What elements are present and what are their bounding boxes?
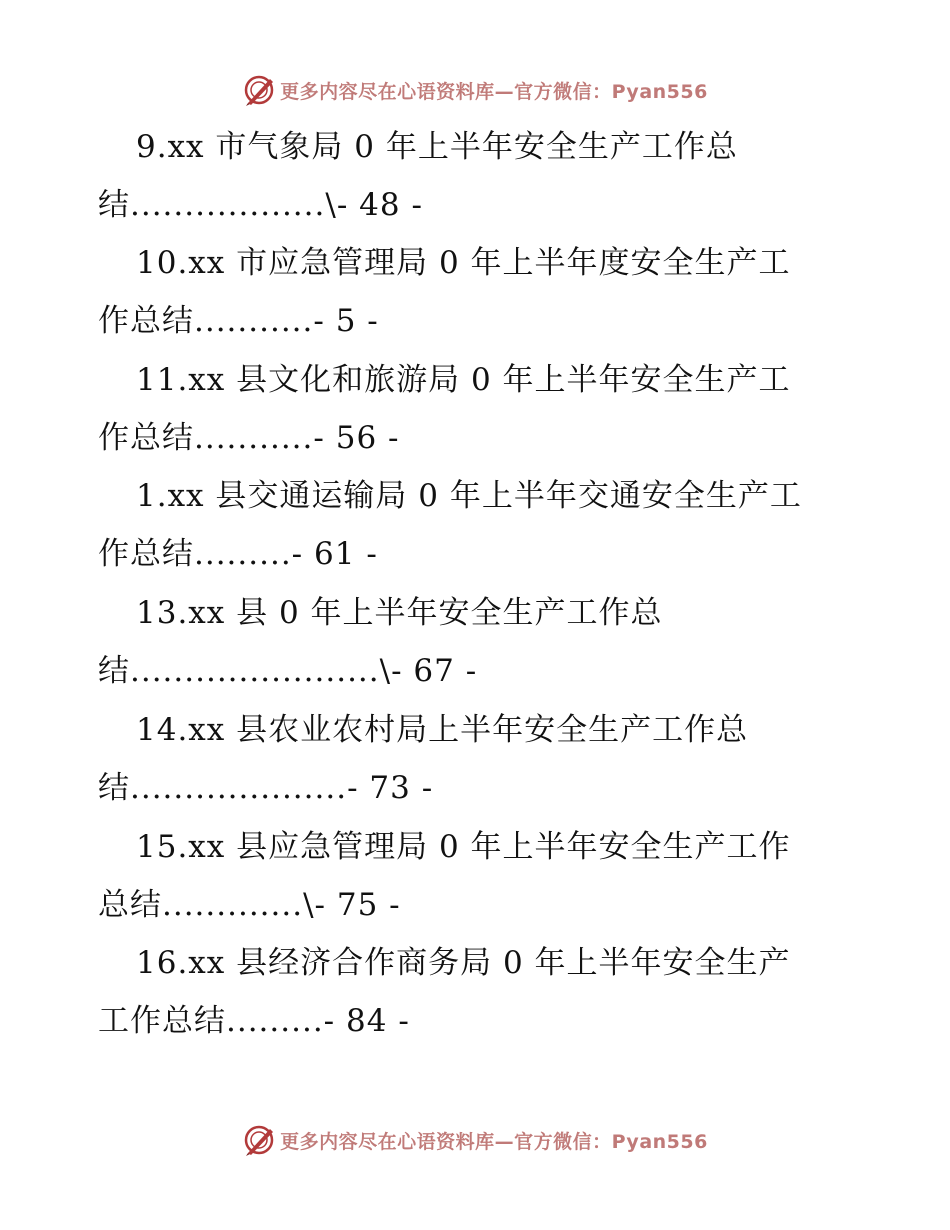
- toc-entry-title: 10.xx 市应急管理局 0 年上半年度安全生产工: [136, 245, 791, 281]
- toc-entry-title: 16.xx 县经济合作商务局 0 年上半年安全生产: [136, 945, 791, 981]
- toc-entry-title: 13.xx 县 0 年上半年安全生产工作总: [136, 595, 663, 631]
- pen-seal-logo-icon: [242, 1123, 276, 1157]
- toc-entry-page: 工作总结.........- 84 -: [98, 1003, 410, 1039]
- footer-banner: [0, 1120, 950, 1160]
- toc-entry-page: 作总结...........- 5 -: [98, 303, 379, 339]
- toc-entry-title: 1.xx 县交通运输局 0 年上半年交通安全生产工: [136, 478, 802, 514]
- header-banner: [0, 70, 950, 110]
- toc-entry-title: 11.xx 县文化和旅游局 0 年上半年安全生产工: [136, 362, 791, 398]
- toc-entry-page: 结.......................\- 67 -: [98, 653, 478, 689]
- toc-entry-page: 结..................\- 48 -: [98, 187, 423, 223]
- toc-entry-page: 总结.............\- 75 -: [98, 887, 401, 923]
- banner-text: 更多内容尽在心语资料库—官方微信：Pyan556: [280, 80, 708, 103]
- toc-entry-page: 结....................- 73 -: [98, 770, 434, 806]
- toc-entry-title: 14.xx 县农业农村局上半年安全生产工作总: [136, 712, 749, 748]
- banner-text: 更多内容尽在心语资料库—官方微信：Pyan556: [280, 1130, 708, 1153]
- toc-entry-page: 作总结.........- 61 -: [98, 536, 378, 572]
- pen-seal-logo-icon: [242, 73, 276, 107]
- toc-entry-page: 作总结...........- 56 -: [98, 420, 400, 456]
- toc-entry-title: 15.xx 县应急管理局 0 年上半年安全生产工作: [136, 829, 791, 865]
- toc-entry-title: 9.xx 市气象局 0 年上半年安全生产工作总: [136, 129, 738, 165]
